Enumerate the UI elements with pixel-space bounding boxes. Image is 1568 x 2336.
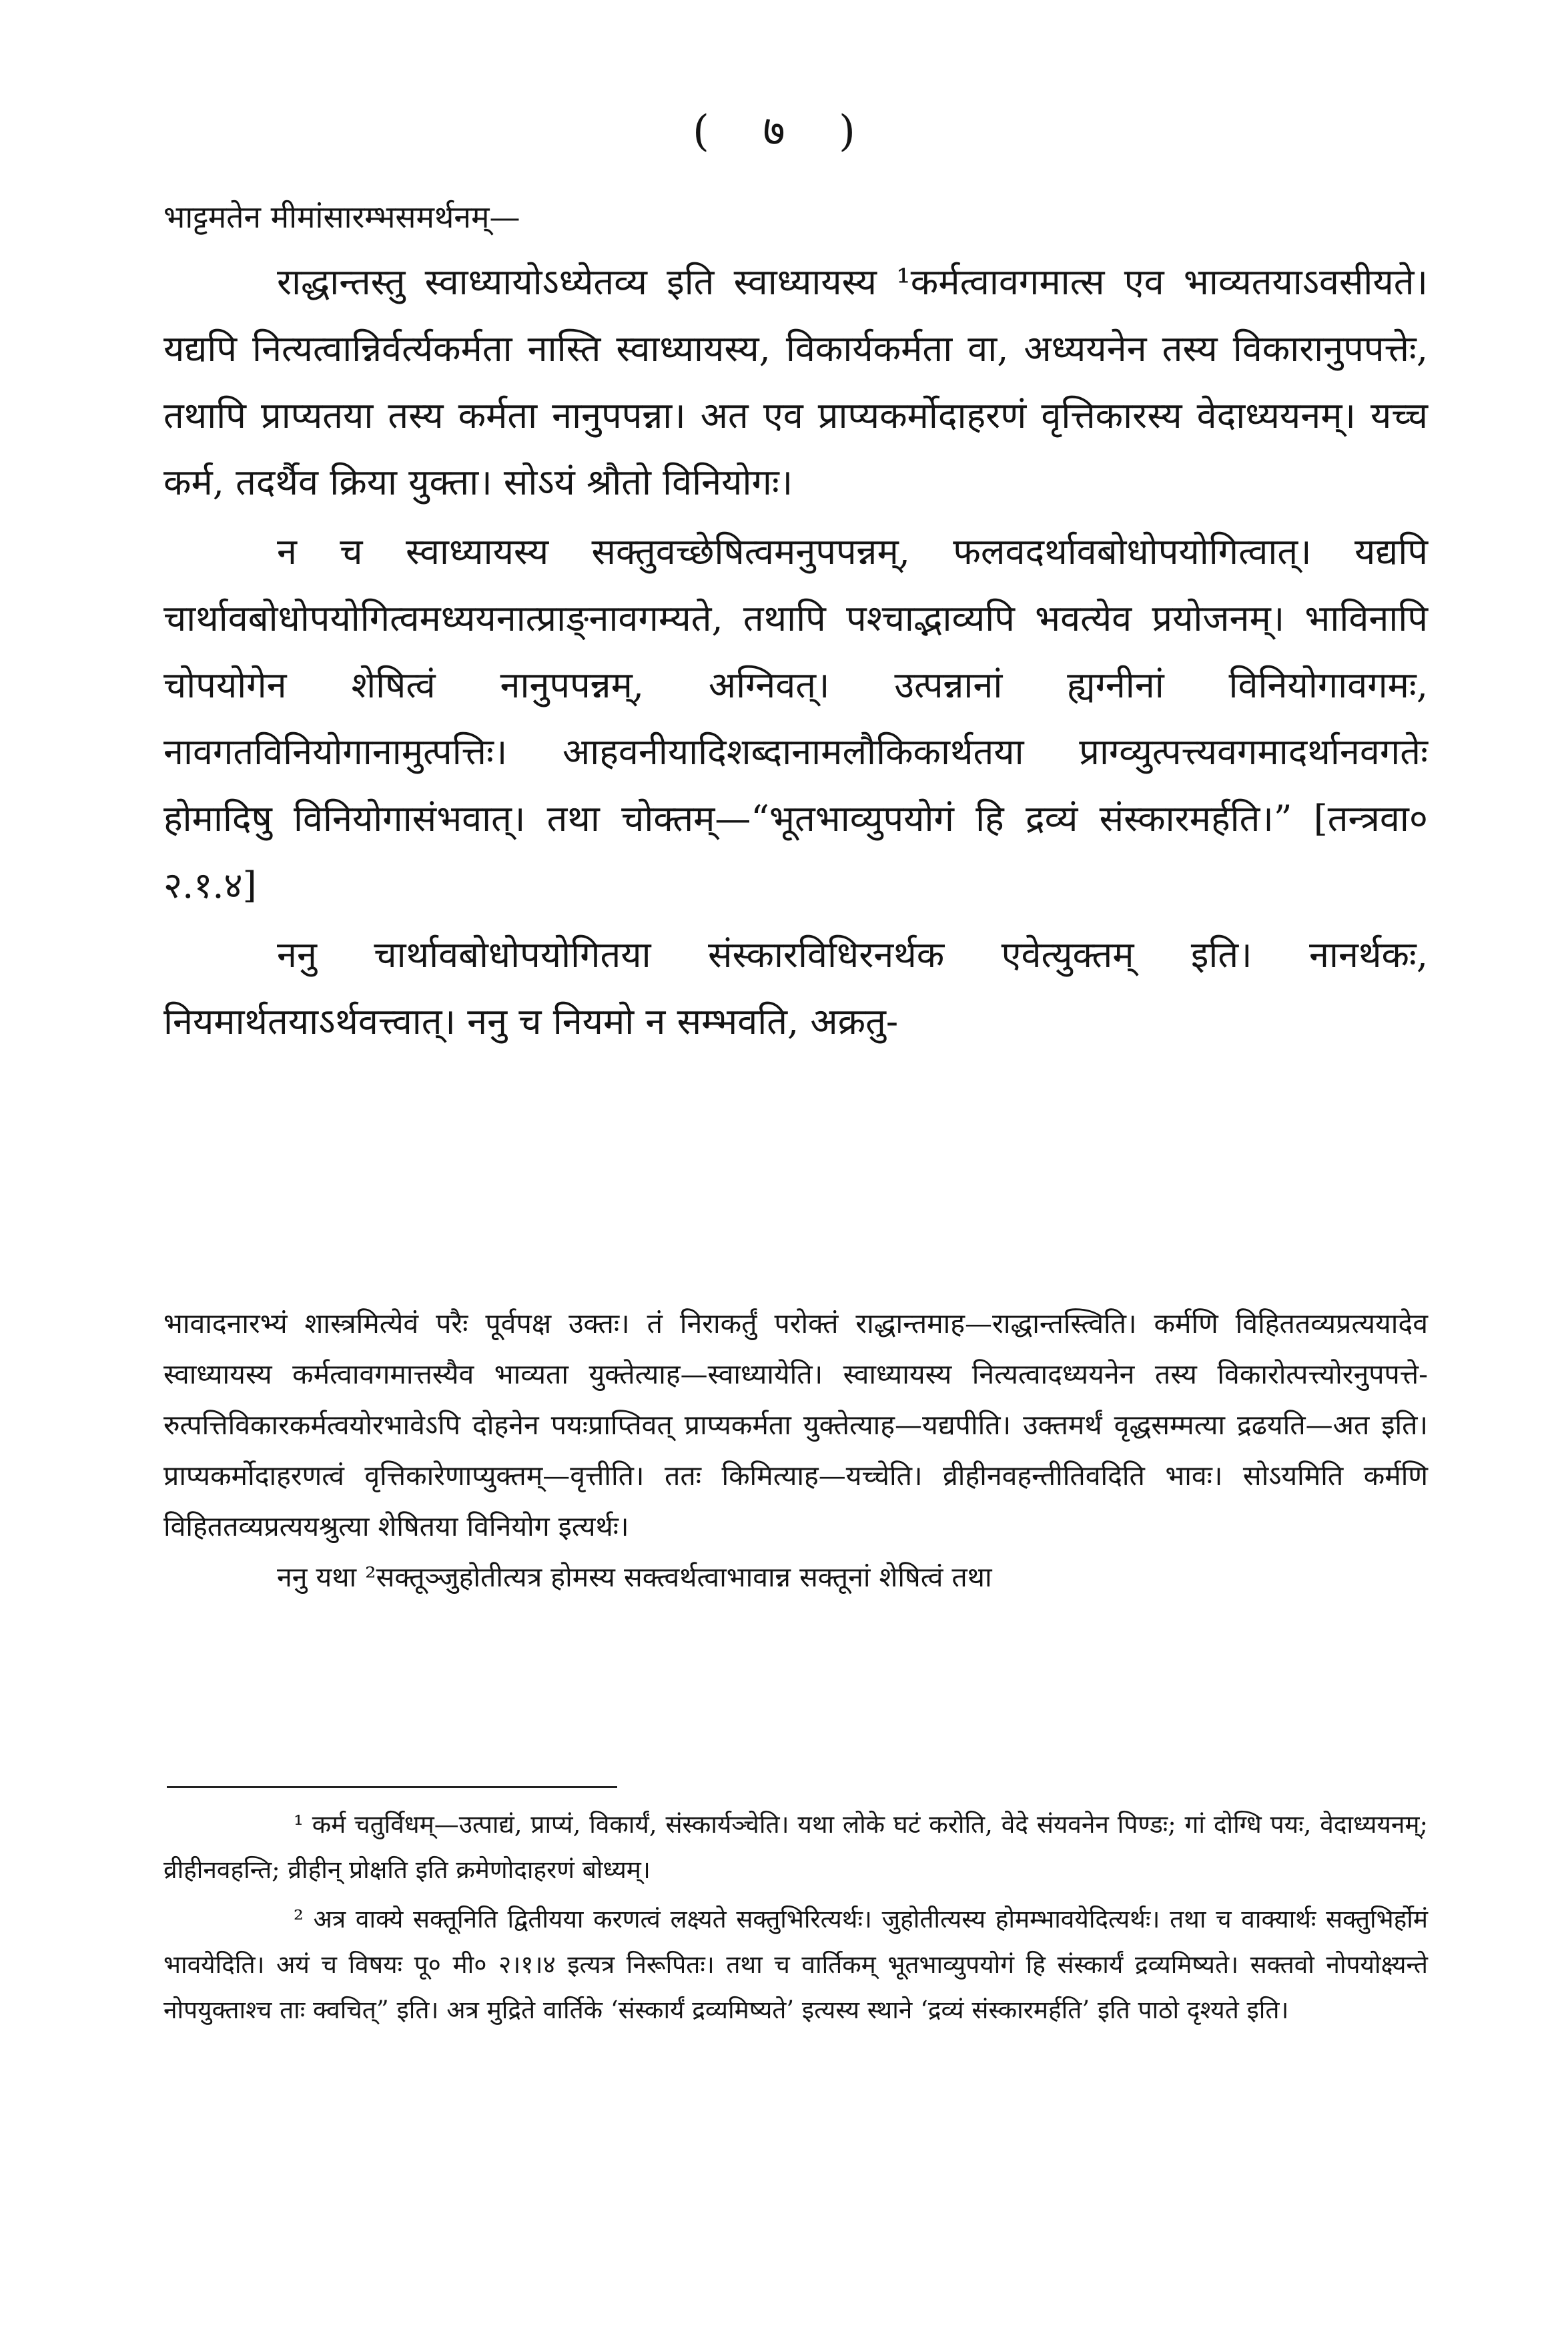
main-paragraph-2: न च स्वाध्यायस्य सक्तुवच्छेषित्वमनुपपन्नम्, फलवदर्थावबोधोपयोगित्वात्। यद्यपि चार्थावबोधोपयोगित्वमध्ययनात्प्राङ्नावगम्यते, तथापि पश्चाद्भाव्यपि भवत्येव प्रयोजनम्। भाविनापि चोपयोगेन शेषित्वं नानुपपन्नम्, अग्निवत्। उत्पन्नानां ह्यग्नीनां विनियोगावगमः, नावगतविनियोगानामुत्पत्तिः। आहवनीयादिशब्दानामलौकिकार्थतया प्राग्व्युत्पत्त्यवगमादर्थानवगतेः होमादिषु विनियोगासंभवात्। तथा चोक्तम्—“भूतभाव्युपयोगं हि द्रव्यं संस्कारमर्हति।” [तन्त्रवा० २.१.४] — [163, 531, 1428, 906]
page-number: ( ७ ) — [693, 107, 875, 156]
footnote-2: ² अत्र वाक्ये सक्तूनिति द्वितीयया करणत्वं लक्ष्यते सक्तुभिरित्यर्थः। जुहोतीत्यस्य होमम्भावयेदित्यर्थः। तथा च वाक्यार्थः सक्तुभिर्होमं भावयेदिति। अयं च विषयः पू० मी० २।१।४ इत्यत्र निरूपितः। तथा च वार्तिकम् भूतभाव्युपयोगं हि संस्कार्यं द्रव्यमिष्यते। सक्तवो नोपयोक्ष्यन्ते नोपयुक्ताश्च ताः क्वचित्” इति। अत्र मुद्रिते वार्तिके ‘संस्कार्यं द्रव्यमिष्यते’ इत्यस्य स्थाने ‘द्रव्यं संस्कारमर्हति’ इति पाठो दृश्यते इति। — [163, 1905, 1428, 2024]
main-paragraph-1: राद्धान्तस्तु स्वाध्यायोऽध्येतव्य इति स्वाध्यायस्य ¹कर्मत्वावगमात्स एव भाव्यतयाऽवसीयते। यद्यपि नित्यत्वान्निर्वर्त्यकर्मता नास्ति स्वाध्यायस्य, विकार्यकर्मता वा, अध्ययनेन तस्य विकारानुपपत्तेः, तथापि प्राप्यतया तस्य कर्मता नानुपपन्ना। अत एव प्राप्यकर्मोदाहरणं वृत्तिकारस्य वेदाध्ययनम्। यच्च कर्म, तदर्थैव क्रिया युक्ता। सोऽयं श्रौतो विनियोगः। — [163, 261, 1428, 503]
footnote-1: ¹ कर्म चतुर्विधम्—उत्पाद्यं, प्राप्यं, विकार्यं, संस्कार्यञ्चेति। यथा लोके घटं करोति, वेदे संयवनेन पिण्डः; गां दोग्धि पयः, वेदाध्ययनम्; व्रीहीनवहन्ति; व्रीहीन् प्रोक्षति इति क्रमेणोदाहरणं बोध्यम्। — [163, 1810, 1428, 1884]
main-text — [163, 190, 1428, 1055]
footnotes — [163, 1802, 1428, 2037]
footnote-divider — [167, 1786, 617, 1788]
main-paragraph-3: ननु चार्थावबोधोपयोगितया संस्कारविधिरनर्थक एवेत्युक्तम् इति। नानर्थकः, नियमार्थतयाऽर्थवत्त्वात्। ननु च नियमो न सम्भवति, अक्रतु- — [163, 934, 1428, 1043]
commentary-text — [163, 1298, 1428, 1602]
commentary-paragraph-1: भावादनारभ्यं शास्त्रमित्येवं परैः पूर्वपक्ष उक्तः। तं निराकर्तुं परोक्तं राद्धान्तमाह—राद्धान्तस्त्विति। कर्मणि विहिततव्यप्रत्ययादेव स्वाध्यायस्य कर्मत्वावगमात्तस्यैव भाव्यता युक्तेत्याह—स्वाध्यायेति। स्वाध्यायस्य नित्यत्वादध्ययनेन तस्य विकारोत्पत्त्योरनुपपत्ते-रुत्पत्तिविकारकर्मत्वयोरभावेऽपि दोहनेन पयःप्राप्तिवत् प्राप्यकर्मता युक्तेत्याह—यद्यपीति। उक्तमर्थं वृद्धसम्मत्या द्रढयति—अत इति। प्राप्यकर्मोदाहरणत्वं वृत्तिकारेणाप्युक्तम्—वृत्तीति। ततः किमित्याह—यच्चेति। व्रीहीनवहन्तीतिवदिति भावः। सोऽयमिति कर्मणि विहिततव्यप्रत्ययश्रुत्या शेषितया विनियोग इत्यर्थः। — [163, 1307, 1428, 1542]
section-heading: भाट्टमतेन मीमांसारम्भसमर्थनम्— — [163, 199, 520, 235]
commentary-paragraph-2: ननु यथा ²सक्तूञ्जुहोतीत्यत्र होमस्य सक्त्वर्थत्वाभावान्न सक्तूनां शेषित्वं तथा — [277, 1561, 992, 1593]
